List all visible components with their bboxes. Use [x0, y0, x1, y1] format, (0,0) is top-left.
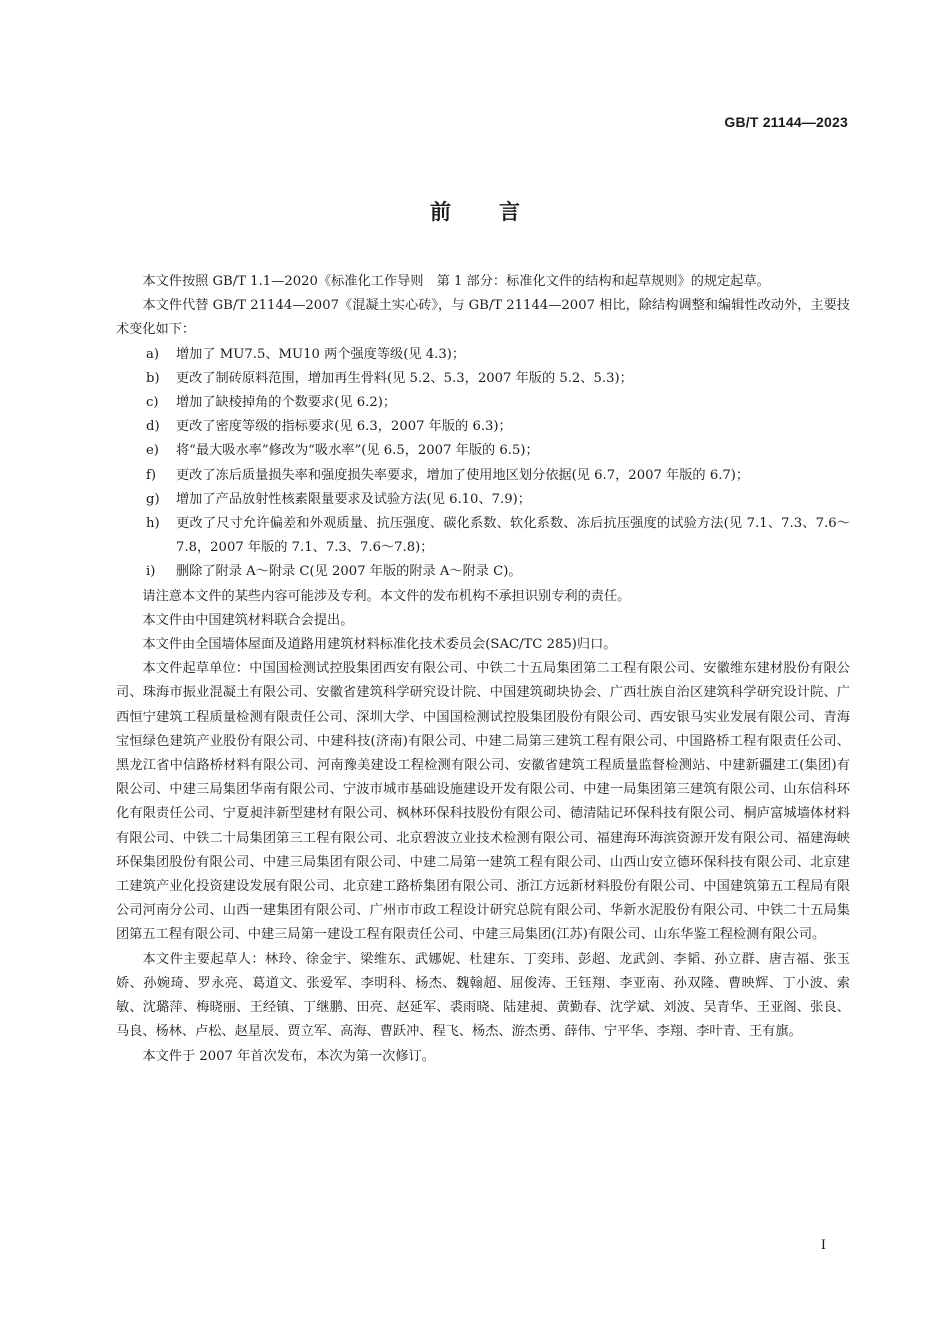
change-item — [116, 391, 850, 415]
change-item-label: g) — [146, 491, 160, 507]
main-drafters: 本文件主要起草人：林玲、徐金宇、梁维东、武娜妮、杜建东、丁奕玮、彭超、龙武剑、李韬、孙立群、唐吉福、张玉娇、孙婉琦、罗永亮、葛道文、张爱军、李明科、杨杰、魏翰超、屈俊涛、王钰翔、李亚南、孙双隆、曹映辉、丁小波、索敏、沈璐萍、梅晓丽、王经镇、丁继鹏、田亮、赵延军、裘雨晓、陆建昶、黄勤春、沈学斌、刘波、吴青华、王亚阁、张良、马良、杨林、卢松、赵星辰、贾立军、高海、曹跃冲、程飞、杨杰、游杰勇、薛伟、宁平华、李翔、李叶青、王有旗。 — [116, 951, 850, 1040]
change-item-text: 增加了缺棱掉角的个数要求(见 6.2)； — [176, 395, 397, 411]
replacement-paragraph: 本文件代替 GB/T 21144—2007《混凝土实心砖》，与 GB/T 21144—2007 相比，除结构调整和编辑性改动外，主要技术变化如下： — [116, 298, 850, 338]
change-item — [116, 367, 850, 391]
change-item-text: 增加了产品放射性核素限量要求及试验方法(见 6.10、7.9)； — [176, 491, 531, 507]
patent-notice: 请注意本文件的某些内容可能涉及专利。本文件的发布机构不承担识别专利的责任。 — [142, 588, 631, 604]
change-item-text: 更改了制砖原料范围，增加再生骨料(见 5.2、5.3，2007 年版的 5.2、5.3)； — [176, 370, 633, 386]
change-item-label: i) — [146, 564, 156, 580]
change-item-text: 更改了密度等级的指标要求(见 6.3，2007 年版的 6.3)； — [176, 419, 512, 435]
change-item-label: f) — [146, 467, 157, 483]
change-item-text: 更改了冻后质量损失率和强度损失率要求，增加了使用地区划分依据(见 6.7，2007 年版的 6.7)； — [176, 467, 750, 483]
page-number: I — [820, 1238, 826, 1253]
change-item-label: c) — [146, 395, 159, 411]
change-item-text: 删除了附录 A～附录 C(见 2007 年版的附录 A～附录 C)。 — [176, 564, 522, 580]
change-item-label: d) — [146, 419, 160, 435]
change-item-text: 将“最大吸水率”修改为“吸水率”(见 6.5，2007 年版的 6.5)； — [176, 443, 539, 459]
change-item-label: e) — [146, 443, 159, 459]
drafting-rule-paragraph: 本文件按照 GB/T 1.1—2020《标准化工作导则 第 1 部分：标准化文件的结构和起草规则》的规定起草。 — [142, 274, 770, 289]
proposed-by: 本文件由中国建筑材料联合会提出。 — [142, 612, 354, 628]
change-item — [116, 512, 850, 560]
standard-code: GB/T 21144—2023 — [724, 114, 848, 130]
change-item-label: h) — [146, 516, 160, 532]
change-item-text: 更改了尺寸允许偏差和外观质量、抗压强度、碳化系数、软化系数、冻后抗压强度的试验方法(见 7.1、7.3、7.6～7.8，2007 年版的 7.1、7.3、7.6～7.8)； — [176, 516, 850, 556]
change-item-label: a) — [146, 346, 160, 362]
change-item — [116, 439, 850, 463]
change-item — [116, 415, 850, 439]
change-item — [116, 560, 850, 584]
drafting-units: 本文件起草单位：中国国检测试控股集团西安有限公司、中铁二十五局集团第二工程有限公司、安徽维东建材股份有限公司、珠海市振业混凝土有限公司、安徽省建筑科学研究设计院、中国建筑砌块协会、广西壮族自治区建筑科学研究设计院、广西恒宁建筑工程质量检测有限责任公司、深圳大学、中国国检测试控股集团股份有限公司、西安银马实业发展有限公司、青海宝恒绿色建筑产业股份有限公司、中建科技(济南)有限公司、中建二局第三建筑工程有限公司、中国路桥工程有限责任公司、黑龙江省中信路桥材料有限公司、河南豫美建设工程检测有限公司、安徽省建筑工程质量监督检测站、中建新疆建工(集团)有限公司、中建三局集团华南有限公司、宁波市城市基础设施建设开发有限公司、中建一局集团第三建筑有限公司、山东信科环化有限责任公司、宁夏昶沣新型建材有限公司、枫林环保科技股份有限公司、德清陆记环保科技有限公司、桐庐富城墙体材料有限公司、中铁二十局集团第三工程有限公司、北京碧波立业技术检测有限公司、福建海环海滨资源开发有限公司、福建海峡环保集团股份有限公司、中建三局集团有限公司、中建二局第一建筑工程有限公司、山西山安立德环保科技有限公司、北京建工建筑产业化投资建设发展有限公司、北京建工路桥集团有限公司、浙江方远新材料股份有限公司、中国建筑第五工程局有限公司河南分公司、山西一建集团有限公司、广州市市政工程设计研究总院有限公司、华新水泥股份有限公司、中铁二十五局集团第五工程有限公司、中建三局第一建设工程有限责任公司、中建三局集团(江苏)有限公司、山东华鉴工程检测有限公司。 — [116, 661, 850, 943]
change-item-text: 增加了 MU7.5、MU10 两个强度等级(见 4.3)； — [176, 346, 466, 362]
change-item — [116, 343, 850, 367]
managed-by: 本文件由全国墙体屋面及道路用建筑材料标准化技术委员会(SAC/TC 285)归口。 — [142, 637, 617, 653]
page-title: 前言 — [430, 200, 568, 224]
change-item — [116, 464, 850, 488]
change-item-label: b) — [146, 370, 160, 386]
change-item — [116, 488, 850, 512]
publication-history: 本文件于 2007 年首次发布，本次为第一次修订。 — [142, 1048, 435, 1064]
foreword-body — [116, 270, 850, 1069]
